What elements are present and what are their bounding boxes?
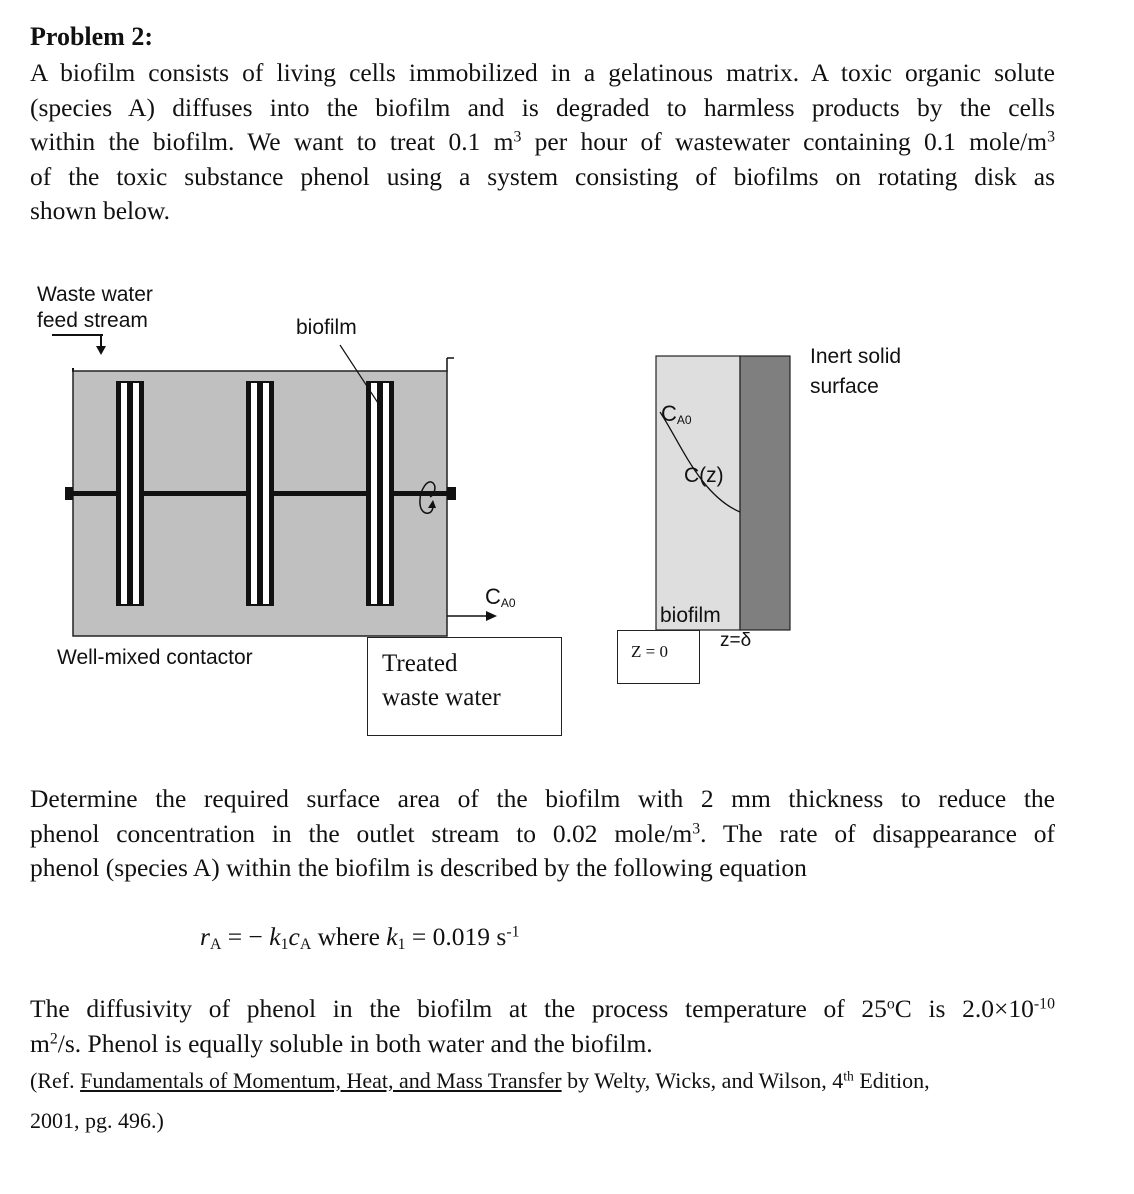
eq-where: where: [311, 922, 387, 951]
outlet-conc-sub: A0: [500, 596, 516, 610]
intro-line-4: of the toxic substance phenol using a system consisting of biofilms on rotating disk as: [30, 161, 1055, 191]
reference-authors: by Welty, Wicks, and Wilson, 4: [561, 1068, 844, 1093]
intro-line-2: (species A) diffuses into the biofilm and is degraded to harmless products by the cells: [30, 92, 1055, 122]
eq-k2-sub: 1: [397, 935, 406, 953]
diffusivity-line-1: The diffusivity of phenol in the biofilm at the process temperature of 25$^o$C is $2.0\times 10^{-10}$: [30, 994, 1055, 1023]
cube-exp-3: 3: [692, 819, 701, 837]
treated-label-2: waste water: [382, 684, 501, 711]
z-delta-label: z=δ: [720, 630, 752, 651]
reference-book-link[interactable]: Fundamentals of Momentum, Heat, and Mass Transfer: [80, 1068, 562, 1093]
eq-k2: k: [386, 922, 398, 951]
reference-line-2: 2001, pg. 496.): [30, 1108, 164, 1133]
question-line-2: [30, 817, 1055, 852]
feed-label-2: feed stream: [37, 309, 148, 332]
profile-curve-label: C(z): [684, 464, 724, 487]
question-paragraph: [30, 782, 1055, 886]
eq-c-sub: A: [299, 935, 312, 953]
inert-solid-surface: [740, 356, 790, 630]
intro-line-1: A biofilm consists of living cells immobilized in a gelatinous matrix. A toxic organic solute: [30, 58, 1055, 87]
diffusivity-paragraph: [30, 992, 1055, 1061]
profile-conc-label: $C_{A0}$: [661, 401, 692, 427]
eq-minus: = −: [221, 922, 270, 951]
eq-r-sub: A: [209, 935, 222, 953]
eq-k-sub: 1: [280, 935, 289, 953]
diffusivity-line-2: $m^2/s$. Phenol is equally soluble in both water and the biofilm.: [30, 1028, 653, 1058]
intro-line-3a: within the biofilm. We want to treat 0.1 m: [30, 127, 514, 156]
treated-label-1: Treated: [382, 650, 458, 677]
question-line-2a: phenol concentration in the outlet stream to 0.02 mole/m: [30, 818, 693, 848]
reference-line-1: [30, 1068, 930, 1094]
contactor-label: Well-mixed contactor: [57, 646, 253, 669]
area-exp: 2: [49, 1029, 58, 1047]
z-zero-label: Z = 0: [631, 642, 668, 661]
question-line-2b: . The rate of disappearance of: [700, 818, 1055, 848]
eq-value-exp: -1: [506, 923, 520, 941]
cube-exp-2: 3: [1047, 128, 1055, 146]
eq-k: k: [269, 922, 281, 951]
degree-sup: o: [886, 995, 895, 1013]
problem-title: Problem 2:: [30, 22, 153, 51]
outlet-conc-label: $C_{A0}$: [485, 584, 516, 610]
eq-r: r: [200, 922, 210, 951]
question-line-3: phenol (species A) within the biofilm is described by the following equation: [30, 853, 807, 882]
rate-equation: [200, 922, 520, 952]
inert-label-2: surface: [810, 375, 879, 398]
intro-line-3b: per hour of wastewater containing 0.1 mole/m: [521, 127, 1048, 156]
diffusivity-exp: -10: [1033, 995, 1055, 1013]
eq-value: = 0.019 s: [405, 922, 507, 951]
biofilm-layer: [656, 356, 740, 630]
film-label: biofilm: [660, 604, 721, 627]
eq-c: c: [288, 922, 300, 951]
reference-open: (Ref.: [30, 1068, 81, 1093]
reference-edition-rest: Edition,: [853, 1068, 930, 1093]
cube-exp-1: 3: [513, 128, 522, 146]
intro-line-5: shown below.: [30, 196, 171, 225]
biofilm-label: biofilm: [296, 316, 357, 339]
profile-conc-sub: A0: [676, 413, 692, 427]
reference-edition-sup: th: [843, 1068, 854, 1084]
feed-label-1: Waste water: [37, 283, 153, 306]
z-zero-box: [617, 630, 700, 684]
inert-label-1: Inert solid: [810, 345, 902, 368]
question-line-1: Determine the required surface area of the biofilm with 2 mm thickness to reduce the: [30, 784, 1055, 813]
